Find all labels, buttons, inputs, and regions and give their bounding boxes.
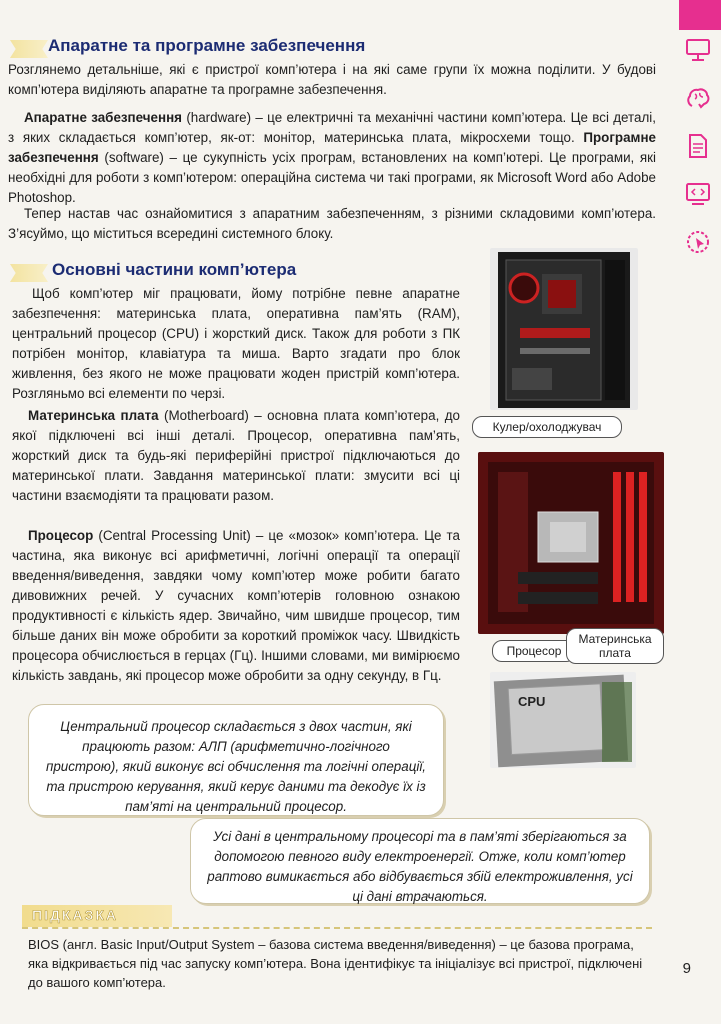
cpu-parts-note-text: Центральний процесор складається з двох частин, які працюють разом: АЛП (арифметично-логічного пристрою), який виконує всі обчислення та логічні операції, та пристрою керування, який керує даними та декодує їх із пам’яті на центральний процесор.: [45, 719, 427, 814]
memory-power-note-text: Усі дані в центральному процесорі та в пам’яті зберігаються за допомогою певного виду електроенергії. Отже, коли комп’ютер раптово вимикається або відбувається збій електроживлення, усі ці дані втрачаються.: [207, 829, 633, 904]
hint-tab: [22, 905, 172, 927]
software-definition: (software) – це сукупність усіх програм, встановлених на комп’ютері. Це програми, які необхідні для роботи з комп’ютером: операційна система чи такі програми, як Microsoft Word або Adobe Photoshop.: [8, 150, 656, 205]
hardware-software-paragraph: [8, 108, 656, 208]
brain-icon: [684, 84, 712, 112]
cpu-label: Процесор: [492, 640, 576, 662]
side-icon-bar: [681, 36, 715, 276]
page-tab-marker: [679, 0, 721, 30]
page-number: 9: [682, 960, 691, 977]
intro-paragraph: Розглянемо детальніше, які є пристрої комп’ютера і на які саме групи їх можна поділити. У будові комп’ютера виділяють апаратне та програмне забезпечення.: [8, 62, 656, 97]
pc-case-photo: [490, 248, 638, 410]
cpu-definition: (Central Processing Unit) – це «мозок» комп’ютера. Це та частина, яка виконує всі арифметичні, логічні операції та операції введення/виведення, завдяки чому комп’ютер може робити багато дивовижних речей. У сучасних комп’ютерів головною ознакою продуктивності є кількість ядер. Звичайно, чим швидше процесор, тим більше даних він може обробити за короткий проміжок часу. Швидкість процесора обчислюється в герцах (Гц). Іншими словами, ми вимірюємо кількість завдань, які процесор може обробити за одну секунду, в Гц.: [12, 528, 460, 683]
motherboard-label: Материнська плата: [566, 628, 664, 664]
cpu-chip-photo: [490, 672, 636, 768]
motherboard-definition: (Motherboard) – основна плата комп’ютера, до якої підключені всі інші деталі. Процесор, оперативна пам’ять, жорсткий диск та будь-які периферійні пристрої підключаються до материнської плати. Завдання материнської плати: змусити всі ці частини взаємодіяти та працювати разом.: [12, 408, 460, 503]
code-window-icon: [684, 180, 712, 208]
document-icon: [684, 132, 712, 160]
term-cpu: Процесор: [28, 528, 94, 543]
cooler-label: Кулер/охолоджувач: [472, 416, 622, 438]
hint-text: BIOS (англ. Basic Input/Output System – базова система введення/виведення) – це базова програма, яка відкривається під час запуску комп’ютера. Вона ідентифікує та ініціалізує всі пристрої, підключені до вашого комп’ютера.: [28, 937, 643, 990]
memory-power-note: [190, 818, 650, 904]
motherboard-paragraph: [12, 406, 460, 506]
cursor-click-icon: [684, 228, 712, 256]
monitor-icon: [684, 36, 712, 64]
term-motherboard: Материнська плата: [28, 408, 159, 423]
cpu-chip-text: CPU: [518, 694, 546, 709]
cpu-parts-note: [28, 704, 444, 816]
hardware-definition: (hardware) – це електричні та механічні частини комп’ютера. Це всі деталі, з яких складається комп’ютер, як-от: монітор, материнська плата, мікросхеми тощо.: [8, 110, 657, 145]
section-chevron: [10, 40, 48, 58]
hint-box: [22, 927, 652, 991]
hint-title: ПІДКАЗКА: [32, 907, 119, 923]
section-chevron: [10, 264, 48, 282]
cpu-paragraph: [12, 526, 460, 686]
main-parts-paragraph: Щоб комп’ютер міг працювати, йому потрібне певне апаратне забезпечення: материнська плата, оперативна пам’ять (RAM), центральний процесор (CPU) і жорсткий диск. Також для роботи з ПК потрібен монітор, клавіатура та миша. Варто згадати про блок живлення, без якого не може працювати жоден пристрій комп’ютера. Розгляньмо всі елементи по черзі.: [12, 286, 460, 401]
term-software: Програмне забезпечення: [8, 130, 656, 165]
section-heading-hardware-software: Апаратне та програмне забезпечення: [48, 36, 366, 55]
motherboard-photo: [478, 452, 664, 634]
section-heading-main-parts: Основні частини комп’ютера: [52, 260, 297, 279]
transition-paragraph: Тепер настав час ознайомитися з апаратним забезпеченням, з різними складовими комп’ютера. З’ясуймо, що міститься всередині системного блоку.: [8, 206, 656, 241]
term-hardware: Апаратне забезпечення: [24, 110, 182, 125]
